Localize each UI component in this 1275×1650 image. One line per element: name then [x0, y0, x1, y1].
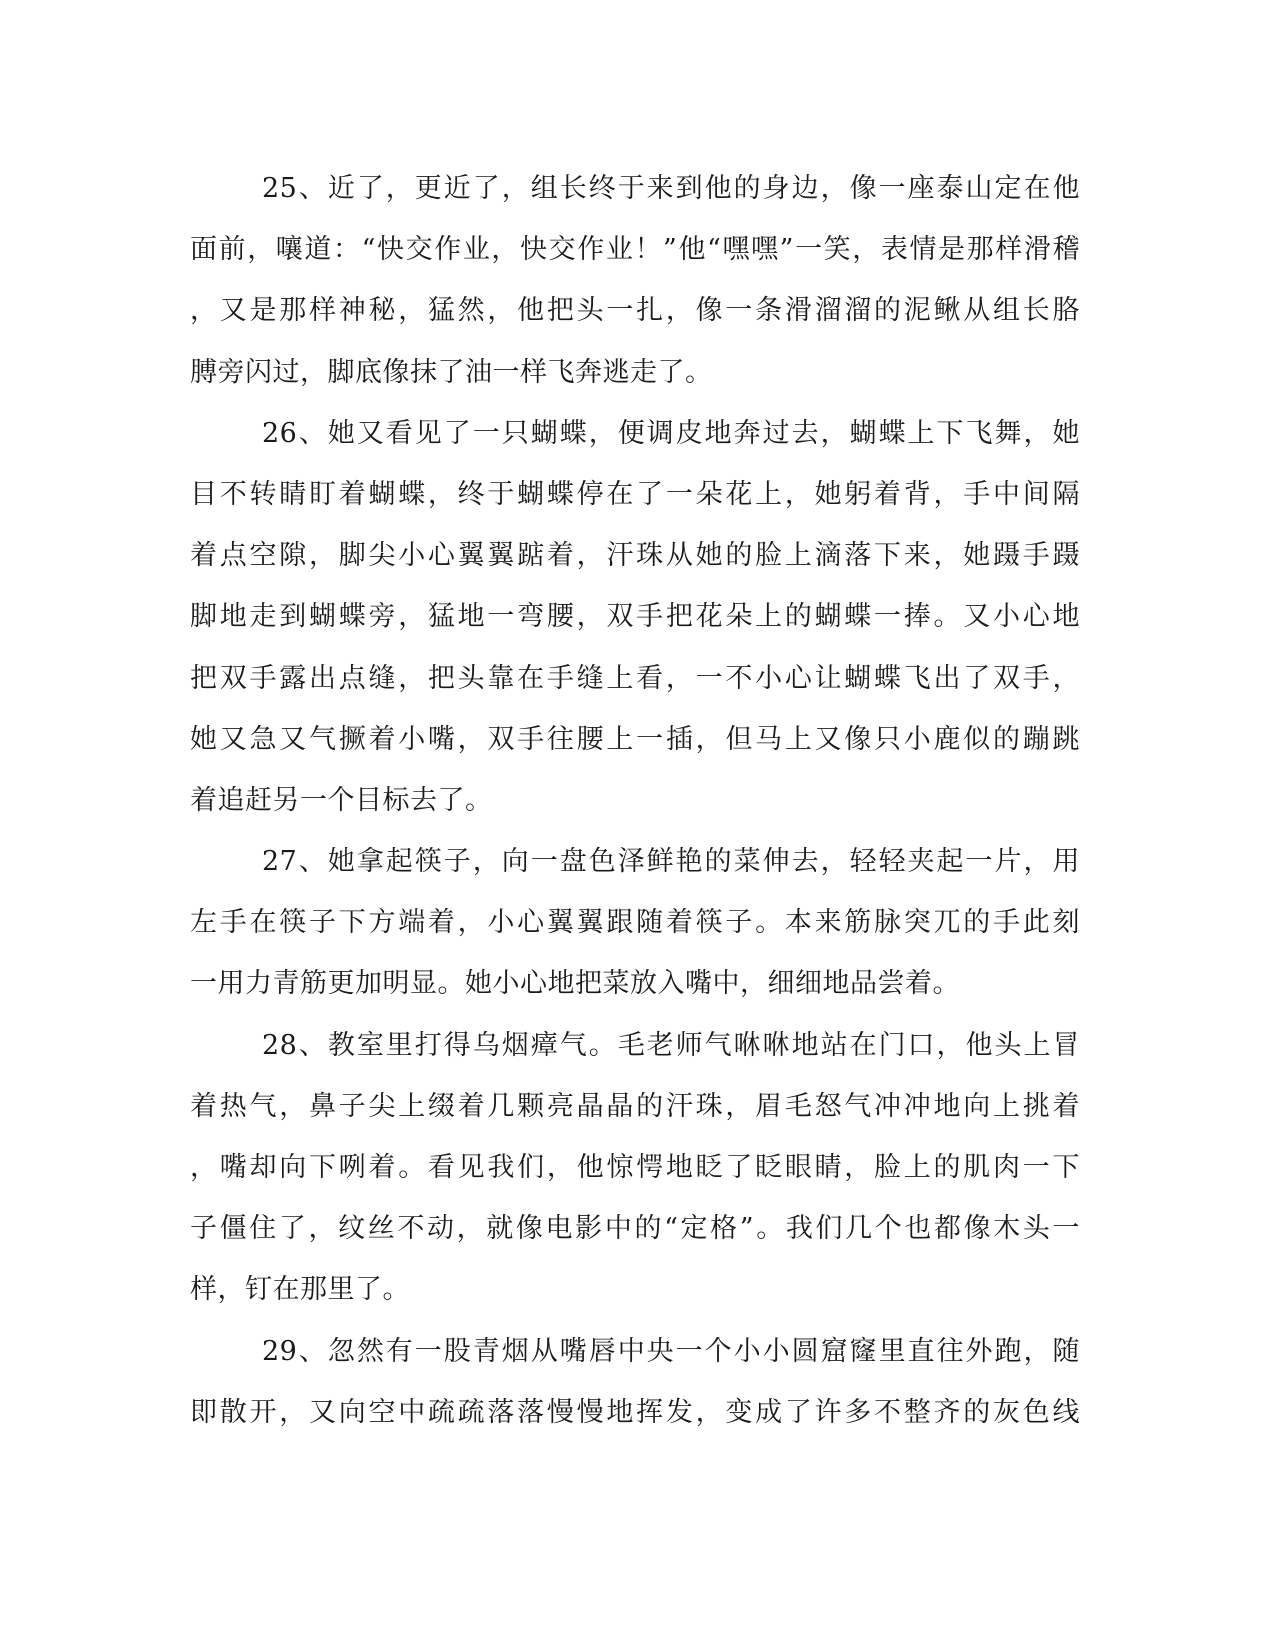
paragraph-line: 29、忽然有一股青烟从嘴唇中央一个小小圆窟窿里直往外跑，随 — [262, 1335, 1080, 1367]
paragraph-line: 着点空隙，脚尖小心翼翼踮着，汗珠从她的脸上滴落下来，她蹑手蹑 — [190, 540, 1080, 572]
paragraph-line: 25、近了，更近了，组长终于来到他的身边，像一座泰山定在他 — [262, 173, 1080, 204]
paragraph-line: 着热气，鼻子尖上缀着几颗亮晶晶的汗珠，眉毛怒气冲冲地向上挑着 — [190, 1090, 1080, 1122]
paragraph-line: 26、她又看见了一只蝴蝶，便调皮地奔过去，蝴蝶上下飞舞，她 — [262, 417, 1080, 449]
paragraph-line: 面前，嚷道：“快交作业，快交作业！”他“嘿嘿”一笑，表情是那样滑稽 — [190, 234, 1080, 266]
paragraph-line: 把双手露出点缝，把头靠在手缝上看，一不小心让蝴蝶飞出了双手， — [190, 662, 1080, 694]
paragraph-line: 子僵住了，纹丝不动，就像电影中的“定格”。我们几个也都像木头一 — [190, 1213, 1080, 1245]
paragraph-line: 膊旁闪过，脚底像抹了油一样飞奔逃走了。 — [190, 356, 713, 388]
paragraph-line: 27、她拿起筷子，向一盘色泽鲜艳的菜伸去，轻轻夹起一片，用 — [262, 846, 1080, 878]
paragraph-28 — [190, 1015, 1080, 1321]
paragraph-27 — [190, 831, 1080, 1015]
paragraph-25 — [190, 158, 1080, 403]
paragraph-26 — [190, 403, 1080, 831]
paragraph-line: 样，钉在那里了。 — [190, 1274, 410, 1306]
paragraph-line: 目不转睛盯着蝴蝶，终于蝴蝶停在了一朵花上，她躬着背，手中间隔 — [190, 478, 1080, 510]
body-text — [190, 158, 1080, 1443]
paragraph-line: 脚地走到蝴蝶旁，猛地一弯腰，双手把花朵上的蝴蝶一捧。又小心地 — [190, 601, 1080, 633]
paragraph-line: 即散开，又向空中疏疏落落慢慢地挥发，变成了许多不整齐的灰色线 — [190, 1396, 1080, 1428]
paragraph-line: 着追赶另一个目标去了。 — [190, 784, 493, 816]
paragraph-line: ，嘴却向下咧着。看见我们，他惊愕地眨了眨眼睛，脸上的肌肉一下 — [190, 1152, 1080, 1183]
paragraph-line: 28、教室里打得乌烟瘴气。毛老师气咻咻地站在门口，他头上冒 — [262, 1029, 1080, 1061]
paragraph-line: 她又急又气撅着小嘴，双手往腰上一插，但马上又像只小鹿似的蹦跳 — [190, 723, 1080, 755]
paragraph-29 — [190, 1321, 1080, 1443]
paragraph-line: 一用力青筋更加明显。她小心地把菜放入嘴中，细细地品尝着。 — [190, 968, 960, 1000]
paragraph-line: ，又是那样神秘，猛然，他把头一扎，像一条滑溜溜的泥鳅从组长胳 — [190, 295, 1080, 327]
paragraph-line: 左手在筷子下方端着，小心翼翼跟随着筷子。本来筋脉突兀的手此刻 — [190, 907, 1080, 939]
